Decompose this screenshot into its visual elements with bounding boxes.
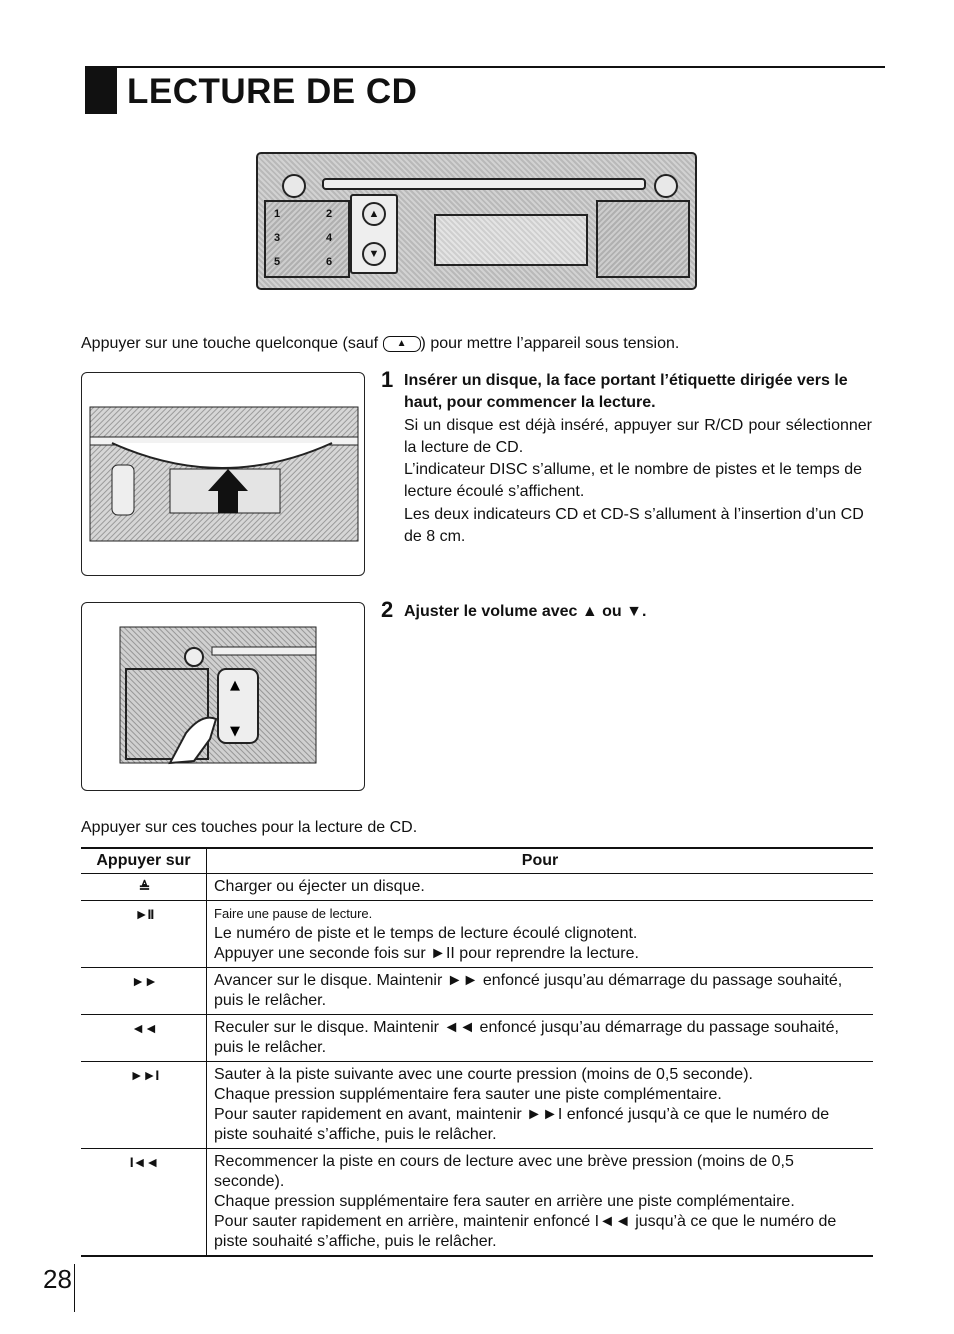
disc-slot: [322, 178, 646, 190]
eject-symbol-icon: ≜: [81, 874, 207, 901]
eject-icon: [654, 174, 678, 198]
intro-text: ) pour mettre l’appareil sous tension.: [420, 335, 680, 352]
key-label: 5: [274, 256, 281, 268]
eject-button-icon: ▲: [383, 336, 421, 352]
next-track-symbol-icon: ►►I: [81, 1062, 207, 1149]
column-header: Pour: [207, 848, 874, 874]
table-cell: [207, 968, 874, 1015]
page-number: 28: [43, 1264, 72, 1294]
step-paragraph: Les deux indicateurs CD et CD-S s’allument à l’insertion d’un CD de 8 cm.: [404, 506, 864, 545]
cell-line: Sauter à la piste suivante avec une courte pression (moins de 0,5 seconde).: [214, 1066, 753, 1083]
svg-text:▲: ▲: [230, 678, 240, 693]
step-paragraph: L’indicateur DISC s’allume, et le nombre de pistes et le temps de lecture écoulé s’affichent.: [404, 461, 863, 500]
fast-forward-symbol-icon: ►►: [81, 968, 207, 1015]
key-label: 4: [326, 232, 333, 244]
page-number-divider: [74, 1264, 75, 1312]
table-row: [81, 1062, 873, 1149]
table-row: [81, 1015, 873, 1062]
header-block: [85, 66, 117, 114]
volume-down-icon: ▼: [362, 242, 386, 266]
lcd-display: [434, 214, 588, 266]
cell-line: Avancer sur le disque. Maintenir ►► enfoncé jusqu’au démarrage du passage souhaité, puis le relâcher.: [214, 972, 843, 1009]
table-row: [81, 874, 873, 901]
header-rule: [85, 66, 885, 68]
intro-text: Appuyer sur une touche quelconque (sauf: [81, 335, 379, 352]
svg-text:▼: ▼: [230, 724, 240, 739]
rewind-symbol-icon: ◄◄: [81, 1015, 207, 1062]
table-row: [81, 901, 873, 968]
volume-up-icon: ▲: [362, 202, 386, 226]
volume-illustration: [82, 603, 364, 790]
table-intro: Appuyer sur ces touches pour la lecture de CD.: [81, 819, 418, 836]
cell-line: Appuyer une seconde fois sur ►II pour reprendre la lecture.: [214, 945, 639, 962]
key-label: 6: [326, 256, 333, 268]
cell-line: Pour sauter rapidement en avant, maintenir ►►I enfoncé jusqu’à ce que le numéro de piste souhaité s’affiche, puis le relâcher.: [214, 1106, 830, 1143]
cell-line: Reculer sur le disque. Maintenir ◄◄ enfoncé jusqu’au démarrage du passage souhaité, puis le relâcher.: [214, 1019, 839, 1056]
insert-disc-illustration: [82, 373, 364, 575]
page-title: LECTURE DE CD: [127, 72, 418, 111]
table-cell: [207, 1062, 874, 1149]
cell-line: Recommencer la piste en cours de lecture avec une brève pression (moins de 0,5 seconde).: [214, 1153, 794, 1190]
play-pause-symbol-icon: ►II: [81, 901, 207, 968]
step-paragraph: Si un disque est déjà inséré, appuyer sur R/CD pour sélectionner la lecture de CD.: [404, 417, 872, 456]
cd-player-illustration: [256, 152, 697, 290]
preset-keypad: [264, 200, 350, 278]
power-instruction: [81, 333, 679, 355]
table-row: [81, 968, 873, 1015]
table-cell: [207, 901, 874, 968]
cell-line: Pour sauter rapidement en arrière, maintenir enfoncé I◄◄ jusqu’à ce que le numéro de piste souhaité s’affiche, puis le relâcher.: [214, 1213, 837, 1250]
table-header-row: [81, 848, 873, 874]
controls-table: [81, 847, 873, 1257]
previous-track-symbol-icon: I◄◄: [81, 1149, 207, 1257]
table-cell: [207, 1149, 874, 1257]
step-number: 2: [381, 597, 394, 622]
cell-line: Charger ou éjecter un disque.: [214, 878, 425, 895]
key-label: 1: [274, 208, 281, 220]
key-label: 2: [326, 208, 333, 220]
table-cell: [207, 874, 874, 901]
table-cell: [207, 1015, 874, 1062]
cell-line: Chaque pression supplémentaire fera sauter en arrière une piste complémentaire.: [214, 1193, 795, 1210]
function-keypad: [596, 200, 690, 278]
cell-line: Le numéro de piste et le temps de lecture écoulé clignotent.: [214, 925, 638, 942]
figure-volume: [81, 602, 365, 791]
eject-icon: [282, 174, 306, 198]
table-row: [81, 1149, 873, 1257]
figure-insert-disc: [81, 372, 365, 576]
column-header: Appuyer sur: [81, 848, 207, 874]
cell-line: Faire une pause de lecture.: [214, 906, 373, 921]
cell-line: Chaque pression supplémentaire fera sauter une piste complémentaire.: [214, 1086, 722, 1103]
step-heading: Ajuster le volume avec ▲ ou ▼.: [404, 603, 647, 620]
step-number: 1: [381, 367, 394, 392]
volume-panel: [350, 194, 398, 274]
step-heading: Insérer un disque, la face portant l’étiquette dirigée vers le haut, pour commencer la lecture.: [404, 372, 848, 411]
key-label: 3: [274, 232, 281, 244]
